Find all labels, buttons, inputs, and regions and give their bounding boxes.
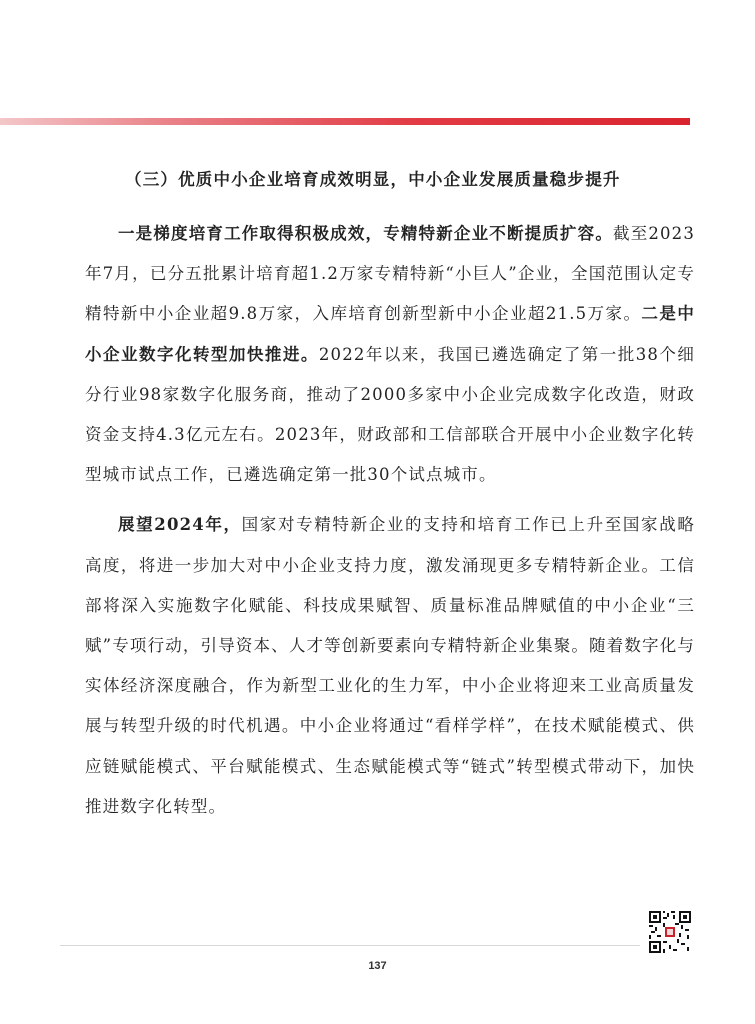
page-content [85, 160, 695, 837]
top-decorative-rule [0, 118, 690, 125]
paragraph-achievements [85, 214, 695, 495]
paragraph-text: 国家对专精特新企业的支持和培育工作已上升至国家战略高度，将进一步加大对中小企业支持力度，激发涌现更多专精特新企业。工信部将深入实施数字化赋能、科技成果赋智、质量标准品牌赋值的中小企业“三赋”专项行动，引导资本、人才等创新要素向专精特新企业集聚。随着数字化与实体经济深度融合，作为新型工业化的生力军，中小企业将迎来工业高质量发展与转型升级的时代机遇。中小企业将通过“看样学样”，在技术赋能模式、供应链赋能模式、平台赋能模式、生态赋能模式等“链式”转型模式带动下，加快推进数字化转型。 [85, 515, 696, 816]
paragraph-text: 2022年以来，我国已遴选确定了第一批38个细分行业98家数字化服务商，推动了2000多家中小企业完成数字化改造，财政资金支持4.3亿元左右。2023年，财政部和工信部联合开展中小企业数字化转型城市试点工作，已遴选确定第一批30个试点城市。 [85, 344, 696, 485]
paragraph-outlook [85, 505, 695, 827]
paragraph-text: 截至2023年7月，已分五批累计培育超1.2万家专精特新“小巨人”企业，全国范围认定专精特新中小企业超9.8万家，入库培育创新型新中小企业超21.5万家。 [85, 224, 695, 324]
page-number: 137 [368, 960, 387, 972]
footer-divider [60, 945, 640, 946]
lead-phrase-gradient-cultivation: 一是梯度培育工作取得积极成效，专精特新企业不断提质扩容。 [118, 224, 614, 243]
lead-phrase-outlook-2024: 展望2024年， [118, 515, 242, 535]
lead-phrase-digital-transformation: 二是中小企业数字化转型加快推进。 [85, 304, 695, 364]
section-heading: （三）优质中小企业培育成效明显，中小企业发展质量稳步提升 [125, 170, 621, 189]
qr-code-icon [648, 910, 692, 954]
